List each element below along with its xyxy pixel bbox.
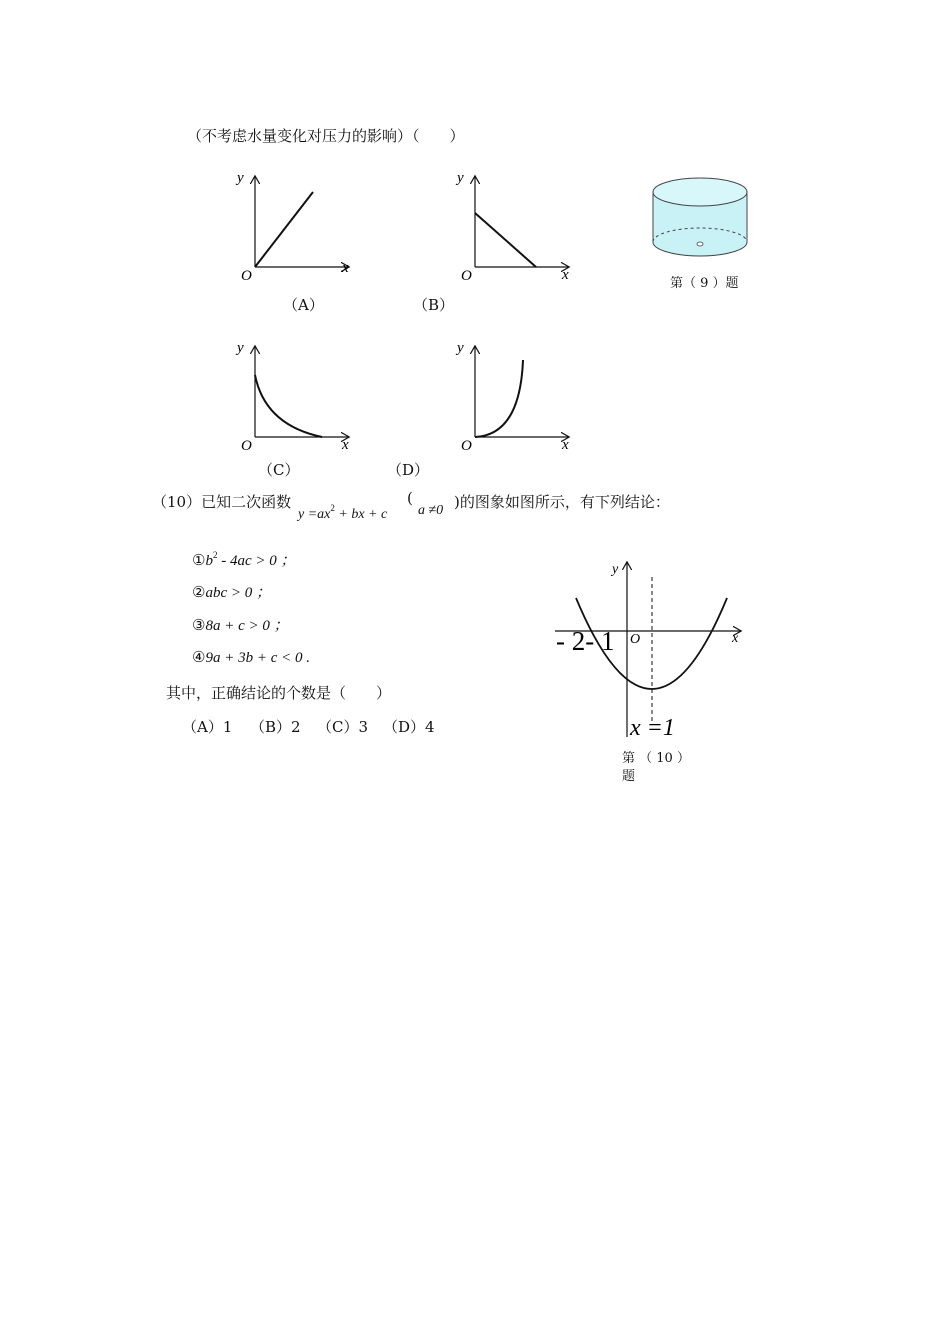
statement-2-expr: abc > 0 ； bbox=[205, 585, 271, 601]
statement-2-num: ② bbox=[192, 583, 206, 601]
cylinder-figure bbox=[645, 170, 755, 260]
y-axis-label: y bbox=[612, 562, 619, 577]
y-axis-label: y bbox=[237, 340, 244, 356]
statement-4-num: ④ bbox=[192, 648, 206, 666]
statement-1-tail: - 4ac > 0 ； bbox=[217, 553, 296, 569]
statement-4 bbox=[192, 648, 310, 667]
statement-1-sup: 2 bbox=[212, 550, 218, 560]
q10-stem-before: （10）已知二次函数 bbox=[152, 493, 292, 511]
statement-3-num: ③ bbox=[192, 616, 206, 634]
statement-1-expr: b bbox=[205, 553, 213, 569]
graph-curve bbox=[475, 360, 523, 437]
q10-caption-line1: 第 （ 10 ） bbox=[622, 751, 690, 766]
x-axis-label: x bbox=[732, 631, 739, 646]
statement-2 bbox=[192, 581, 271, 602]
q9-stem-tail: （不考虑水量变化对压力的影响）（ ） bbox=[187, 127, 465, 145]
y-axis-label: y bbox=[237, 170, 244, 186]
statement-3 bbox=[192, 614, 289, 635]
graph-line bbox=[255, 192, 313, 267]
option-b-label: （B） bbox=[413, 296, 455, 314]
x-axis-label: x bbox=[342, 437, 349, 453]
q9-figure-caption: 第（ 9 ）题 bbox=[670, 276, 739, 291]
graph-curve bbox=[255, 375, 322, 437]
choice-b: （B）2 bbox=[250, 718, 301, 736]
choice-d: （D）4 bbox=[383, 718, 435, 736]
q10-stem-after: )的图象如图所示，有下列结论： bbox=[454, 493, 670, 511]
statement-3-expr: 8a + c > 0 ； bbox=[205, 618, 289, 634]
q10-condition: a ≠0 bbox=[418, 503, 444, 518]
q10-cond-open: ( bbox=[407, 489, 413, 507]
function-lhs: y =ax bbox=[298, 507, 331, 522]
statement-4-expr: 9a + 3b + c < 0 . bbox=[205, 650, 310, 666]
axis-of-symmetry-label: x =1 bbox=[630, 715, 675, 741]
graph-line bbox=[475, 213, 536, 267]
q9-graph-d bbox=[450, 335, 580, 455]
origin-label: O bbox=[241, 438, 252, 454]
y-axis-label: y bbox=[457, 170, 464, 186]
q10-question: 其中，正确结论的个数是（ ） bbox=[166, 684, 392, 702]
origin-label: O bbox=[461, 268, 472, 284]
q9-graph-b bbox=[450, 165, 580, 285]
option-c-label: （C） bbox=[258, 461, 300, 479]
hole-icon bbox=[697, 242, 703, 246]
choice-c: （C）3 bbox=[317, 718, 369, 736]
y-axis-label: y bbox=[457, 340, 464, 356]
origin-label: O bbox=[630, 632, 641, 647]
statement-1-num: ① bbox=[192, 551, 206, 569]
x-axis-label: x bbox=[562, 437, 569, 453]
statement-1 bbox=[192, 549, 295, 570]
x-axis-label: x bbox=[562, 267, 569, 283]
q9-graph-a bbox=[230, 165, 360, 285]
tick-labels: - 2- 1 bbox=[556, 626, 615, 656]
q10-function: $y =ax^2$ + bx + c bbox=[298, 503, 388, 522]
function-rest: + bx + c bbox=[338, 507, 388, 522]
q10-caption-line2: 题 bbox=[622, 769, 636, 784]
q10-parabola-graph bbox=[550, 555, 750, 745]
option-a-label: （A） bbox=[283, 296, 324, 314]
q9-graph-c bbox=[230, 335, 360, 455]
choice-a: （A）1 bbox=[182, 718, 233, 736]
x-axis-label: x bbox=[342, 260, 349, 276]
option-d-label: （D） bbox=[387, 461, 430, 479]
origin-label: O bbox=[461, 438, 472, 454]
origin-label: O bbox=[241, 268, 252, 284]
